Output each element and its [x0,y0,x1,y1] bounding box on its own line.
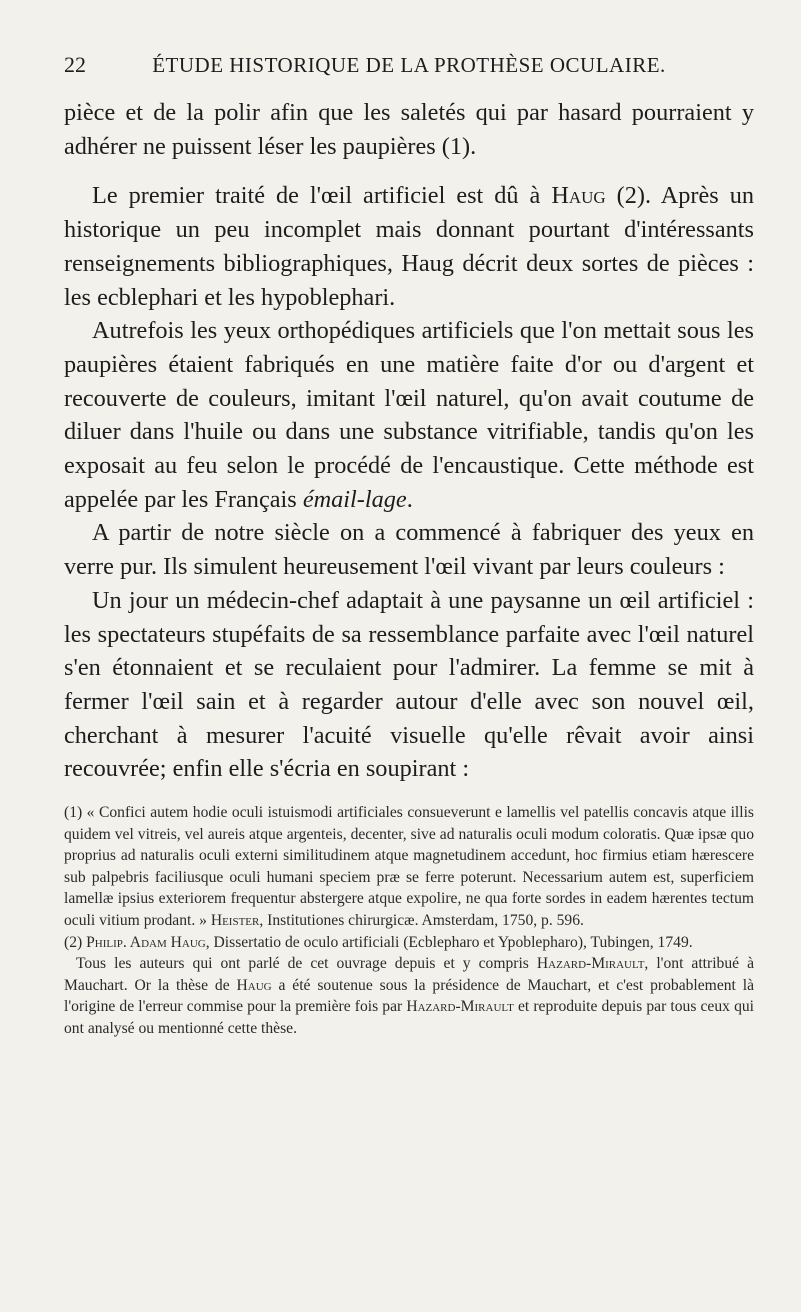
author-name: Haug [551,182,606,210]
italic-term: émail-lage [302,485,407,513]
paragraph-3: Autrefois les yeux orthopédiques artificiels que l'on mettait sous les paupières étaient fabriqués en une matière faite d'or ou d'argent et recouverte de couleurs, imitant l'œil naturel, qu'on avait coutume de diluer dans l'huile ou dans une substance vitrifiable, tandis qu'on les exposait au feu selon le procédé de l'encaustique. Cette méthode est appelée par les Français émail-lage. [64,317,754,513]
paragraph-5: Un jour un médecin-chef adaptait à une paysanne un œil artificiel : les spectateurs stupéfaits de sa ressemblance parfaite avec l'œil naturel s'en étonnaient et se reculaient pour l'admirer. La femme se mit à fermer l'œil sain et à regarder autour d'elle avec son nouvel œil, cherchant à mesurer l'acuité visuelle qu'elle rêvait avoir ainsi recouvrée; enfin elle s'écria en soupirant : [64,586,754,783]
paragraph-4: A partir de notre siècle on a commencé à fabriquer des yeux en verre pur. Ils simulent heureusement l'œil vivant par leurs couleurs : [64,519,754,581]
book-page [64,52,754,1040]
page-number: 22 [64,52,86,77]
paragraph-2: Le premier traité de l'œil artificiel est dû à Haug (2). Après un historique un peu incomplet mais donnant pourtant d'intéressants renseignements bibliographiques, Haug décrit deux sortes de pièces : les ecblephari et les hypoblephari. [64,182,755,311]
main-text [64,96,754,786]
running-header [64,52,754,86]
footnote-1: (1) « Confici autem hodie oculi istuismodi artificiales consueverunt e lamellis vel patellis concavis atque illis quidem vel vitreis, vel aureis atque argenteis, decenter, sive ad naturalis oculi modum coloratis. Quæ ipsæ quo proprius ad naturalis oculi externi similitudinem atque magnetudinem accedunt, hoc firmius etiam hærescere sub palpebris faciliusque oculi humani speciem præ se ferre poterunt. Necessarium autem est, superficiem lamellæ ipsius exteriorem frequentur abstergere atque expolire, ne qua forte sordes in eadem hærentes tectum oculi vitium prodant. » Heister, Institutiones chirurgicæ. Amsterdam, 1750, p. 596. [64,804,754,930]
paragraph-1: pièce et de la polir afin que les saletés qui par hasard pourraient y adhérer ne puissent léser les paupières (1). [64,99,754,160]
footnotes [64,802,754,1040]
running-title: ÉTUDE HISTORIQUE DE LA PROTHÈSE OCULAIRE. [152,53,666,77]
footnote-2-continuation: Tous les auteurs qui ont parlé de cet ouvrage depuis et y compris Hazard-Mirault, l'ont attribué à Mauchart. Or la thèse de Haug a été soutenue sous la présidence de Mauchart, et c'est probablement là l'origine de l'erreur commise pour la première fois par Hazard-Mirault et reproduite depuis par tous ceux qui ont analysé ou mentionné cette thèse. [64,955,755,1037]
footnote-2: (2) Philip. Adam Haug, Dissertatio de oculo artificiali (Ecblepharo et Ypoblepharo), Tubingen, 1749. [64,933,693,951]
